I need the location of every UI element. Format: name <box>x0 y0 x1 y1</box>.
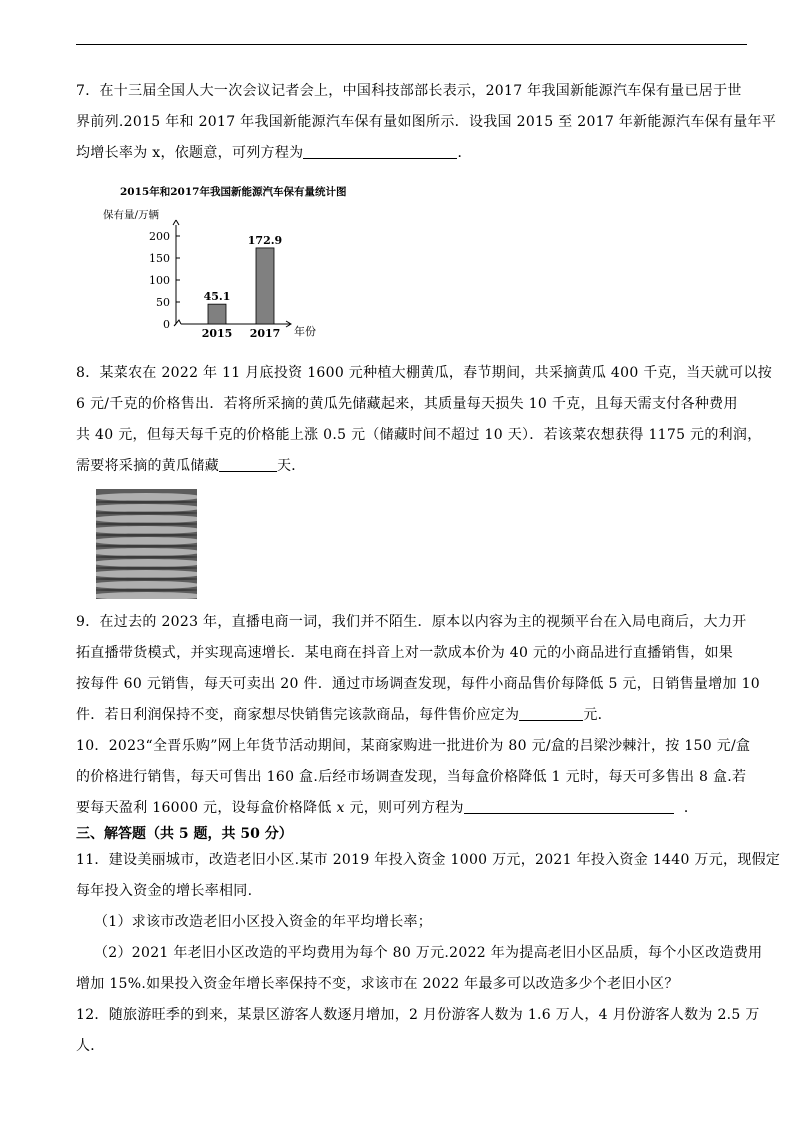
q7-line-2: 界前列.2015 年和 2017 年我国新能源汽车保有量如图所示．设我国 2015 至 2017 年新能源汽车保有量年平 <box>76 114 777 130</box>
q8-line-1: 8．某菜农在 2022 年 11 月底投资 1600 元种植大棚黄瓜，春节期间，共采摘黄瓜 400 千克，当天就可以按 <box>76 365 772 381</box>
section-3-heading: 三、解答题（共 5 题，共 50 分） <box>76 826 293 842</box>
q9-line-2: 拓直播带货模式，并实现高速增长．某电商在抖音上对一款成本价为 40 元的小商品进行直播销售，如果 <box>76 645 734 661</box>
q7-line-1: 7．在十三届全国人大一次会议记者会上，中国科技部部长表示，2017 年我国新能源汽车保有量已居于世 <box>76 83 742 99</box>
q9-line-4-end: 元． <box>583 707 612 723</box>
q9-line-1: 9．在过去的 2023 年，直播电商一词，我们并不陌生．原本以内容为主的视频平台在入局电商后，大力开 <box>76 614 747 630</box>
question-11 <box>76 845 781 1000</box>
chart-value-label: 45.1 <box>203 290 231 304</box>
chart-bar-2015 <box>208 304 226 324</box>
chart-axis-break-mark <box>174 320 181 326</box>
chart-ytick-label: 0 <box>163 318 170 331</box>
chart-category-label: 2017 <box>249 327 281 340</box>
q7-line-3 <box>76 138 752 169</box>
question-7 <box>76 76 777 169</box>
q8-line-4-end: 天． <box>277 458 306 474</box>
chart-ylabel: 保有量/万辆 <box>103 209 160 221</box>
q9-line-4 <box>76 700 752 731</box>
chart-title: 2015年和2017年我国新能源汽车保有量统计图 <box>120 186 347 198</box>
q9-line-3: 按每件 60 元销售，每天可卖出 20 件．通过市场调查发现，每件小商品售价每降低 5 元，日销售量增加 10 <box>76 676 760 692</box>
q9-line-4-text: 件．若日利润保持不变，商家想尽快销售完该款商品，每件售价应定为 <box>76 707 520 723</box>
q8-line-4 <box>76 451 752 482</box>
chart-ytick-label: 200 <box>149 230 170 243</box>
chart-value-label: 172.9 <box>247 233 283 247</box>
chart-ytick-label: 150 <box>149 252 170 265</box>
question-9 <box>76 607 760 731</box>
q10-line-2: 的价格进行销售，每天可售出 160 盒.后经市场调查发现，当每盒价格降低 1 元时，每天可多售出 8 盒.若 <box>76 769 747 785</box>
q11-sub-1: （1）求该市改造老旧小区投入资金的年平均增长率； <box>94 914 433 930</box>
q7-line-3-end: ． <box>457 145 472 161</box>
q10-line-3-text-b: 元，则可列方程为 <box>344 800 464 816</box>
chart-ytick-label: 100 <box>149 274 170 287</box>
q10-variable-x: x <box>336 800 345 816</box>
question-12 <box>76 1000 760 1062</box>
chart-ytick-label: 50 <box>156 296 170 309</box>
q11-line-1: 11．建设美丽城市，改造老旧小区.某市 2019 年投入资金 1000 万元，2021 年投入资金 1440 万元，现假定 <box>76 852 781 868</box>
header-rule <box>76 44 747 45</box>
vehicle-bar-chart <box>100 180 360 345</box>
q8-line-3: 共 40 元，但每天每千克的价格能上涨 0.5 元（储藏时间不超过 10 天）．若该菜农想获得 1175 元的利润， <box>76 427 762 443</box>
q11-sub-2-line-2: 增加 15%.如果投入资金年增长率保持不变，求该市在 2022 年最多可以改造多少个老旧小区？ <box>76 976 679 992</box>
q8-line-2: 6 元/千克的价格售出．若将所采摘的黄瓜先储藏起来，其质量每天损失 10 千克，且每天需支付各种费用 <box>76 396 738 412</box>
q12-line-1: 12．随旅游旺季的到来，某景区游客人数逐月增加，2 月份游客人数为 1.6 万人，4 月份游客人数为 2.5 万 <box>76 1007 760 1023</box>
chart-y-arrow-right <box>176 220 179 225</box>
q10-line-3 <box>76 793 752 824</box>
q10-line-3-text-a: 要每天盈利 16000 元，设每盒价格降低 <box>76 800 337 816</box>
chart-y-arrow-left <box>173 220 176 225</box>
q10-answer-blank[interactable] <box>464 797 674 814</box>
q11-line-2: 每年投入资金的增长率相同. <box>76 883 253 899</box>
chart-xlabel: 年份 <box>294 325 316 338</box>
question-10 <box>76 731 752 824</box>
q11-sub-2-line-1: （2）2021 年老旧小区改造的平均费用为每个 80 万元.2022 年为提高老旧小区品质，每个小区改造费用 <box>94 945 763 961</box>
q7-answer-blank[interactable] <box>303 142 457 159</box>
chart-category-label: 2015 <box>201 327 233 340</box>
chart-bar-2017 <box>256 248 274 324</box>
q10-line-1: 10．2023“全晋乐购”网上年货节活动期间，某商家购进一批进价为 80 元/盒的吕梁沙棘汁，按 150 元/盒 <box>76 738 751 754</box>
q7-line-3-text: 均增长率为 x，依题意，可列方程为 <box>76 145 304 161</box>
q10-line-3-end: ． <box>683 800 699 816</box>
question-8 <box>76 358 772 482</box>
q8-answer-blank[interactable] <box>219 455 277 472</box>
cucumber-photo <box>96 489 197 599</box>
q8-line-4-text: 需要将采摘的黄瓜储藏 <box>76 458 219 474</box>
q9-answer-blank[interactable] <box>519 704 583 721</box>
q12-line-2: 人． <box>76 1038 105 1054</box>
